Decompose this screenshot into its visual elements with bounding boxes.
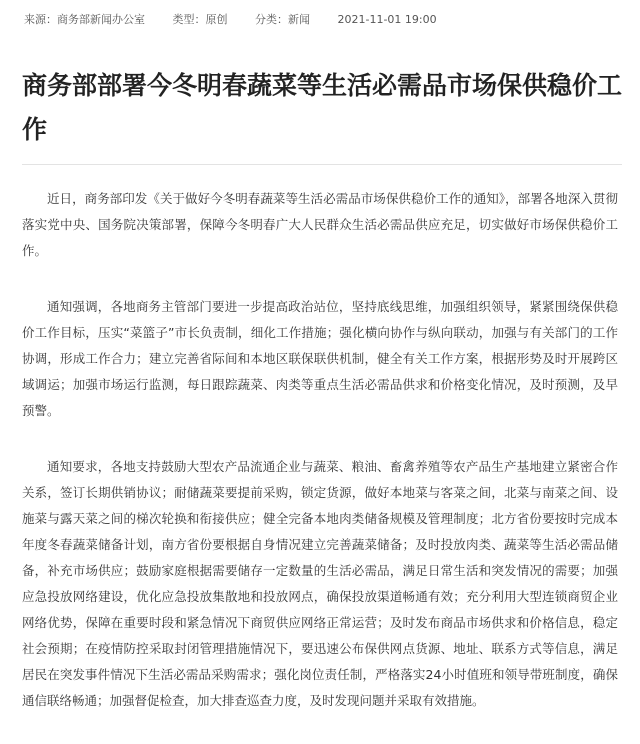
meta-type: 类型：原创 bbox=[172, 13, 228, 26]
article-title: 商务部部署今冬明春蔬菜等生活必需品市场保供稳价工作 bbox=[22, 71, 623, 144]
article-paragraph-1: 近日，商务部印发《关于做好今冬明春蔬菜等生活必需品市场保供稳价工作的通知》，部署各地深入贯彻落实党中央、国务院决策部署，保障今冬明春广大人民群众生活必需品供应充足，切实做好市场保供稳价工作。 bbox=[22, 191, 618, 258]
meta-category: 分类：新闻 bbox=[255, 13, 310, 26]
article-paragraph-2: 通知强调，各地商务主管部门要进一步提高政治站位，坚持底线思维，加强组织领导，紧紧围绕保供稳价工作目标，压实“菜篮子”市长负责制，细化工作措施；强化横向协作与纵向联动，加强与有关部门的工作协调，形成工作合力；建立完善省际间和本地区联保联供机制，健全有关工作方案，根据形势及时开展跨区域调运；加强市场运行监测，每日跟踪蔬菜、肉类等重点生活必需品供求和价格变化情况，及时预测，及早预警。 bbox=[22, 299, 618, 418]
article-paragraph-3: 通知要求，各地支持鼓励大型农产品流通企业与蔬菜、粮油、畜禽养殖等农产品生产基地建立紧密合作关系，签订长期供销协议；耐储蔬菜要提前采购，锁定货源，做好本地菜与客菜之间，北菜与南菜之间、设施菜与露天菜之间的梯次轮换和衔接供应；健全完备本地肉类储备规模及管理制度；北方省份要按时完成本年度冬春蔬菜储备计划，南方省份要根据自身情况建立完善蔬菜储备；及时投放肉类、蔬菜等生活必需品储备，补充市场供应；鼓励家庭根据需要储存一定数量的生活必需品，满足日常生活和突发情况的需要；加强应急投放网络建设，优化应急投放集散地和投放网点，确保投放渠道畅通有效；充分利用大型连锁商贸企业网络优势，保障在重要时段和紧急情况下商贸供应网络正常运营；及时发布商品市场供求和价格信息，稳定社会预期；在疫情防控采取封闭管理措施情况下，要迅速公布保供网点货源、地址、联系方式等信息，满足居民在突发事件情况下生活必需品采购需求；强化岗位责任制，严格落实24小时值班和领导带班制度，确保通信联络畅通；加强督促检查，加大排查巡查力度，及时发现问题并采取有效措施。 bbox=[22, 459, 618, 708]
title-divider bbox=[22, 164, 622, 165]
meta-date: 2021-11-01 19:00 bbox=[337, 13, 437, 26]
article-meta bbox=[24, 10, 461, 30]
meta-source: 来源：商务部新闻办公室 bbox=[24, 13, 145, 26]
article-body bbox=[22, 186, 618, 744]
